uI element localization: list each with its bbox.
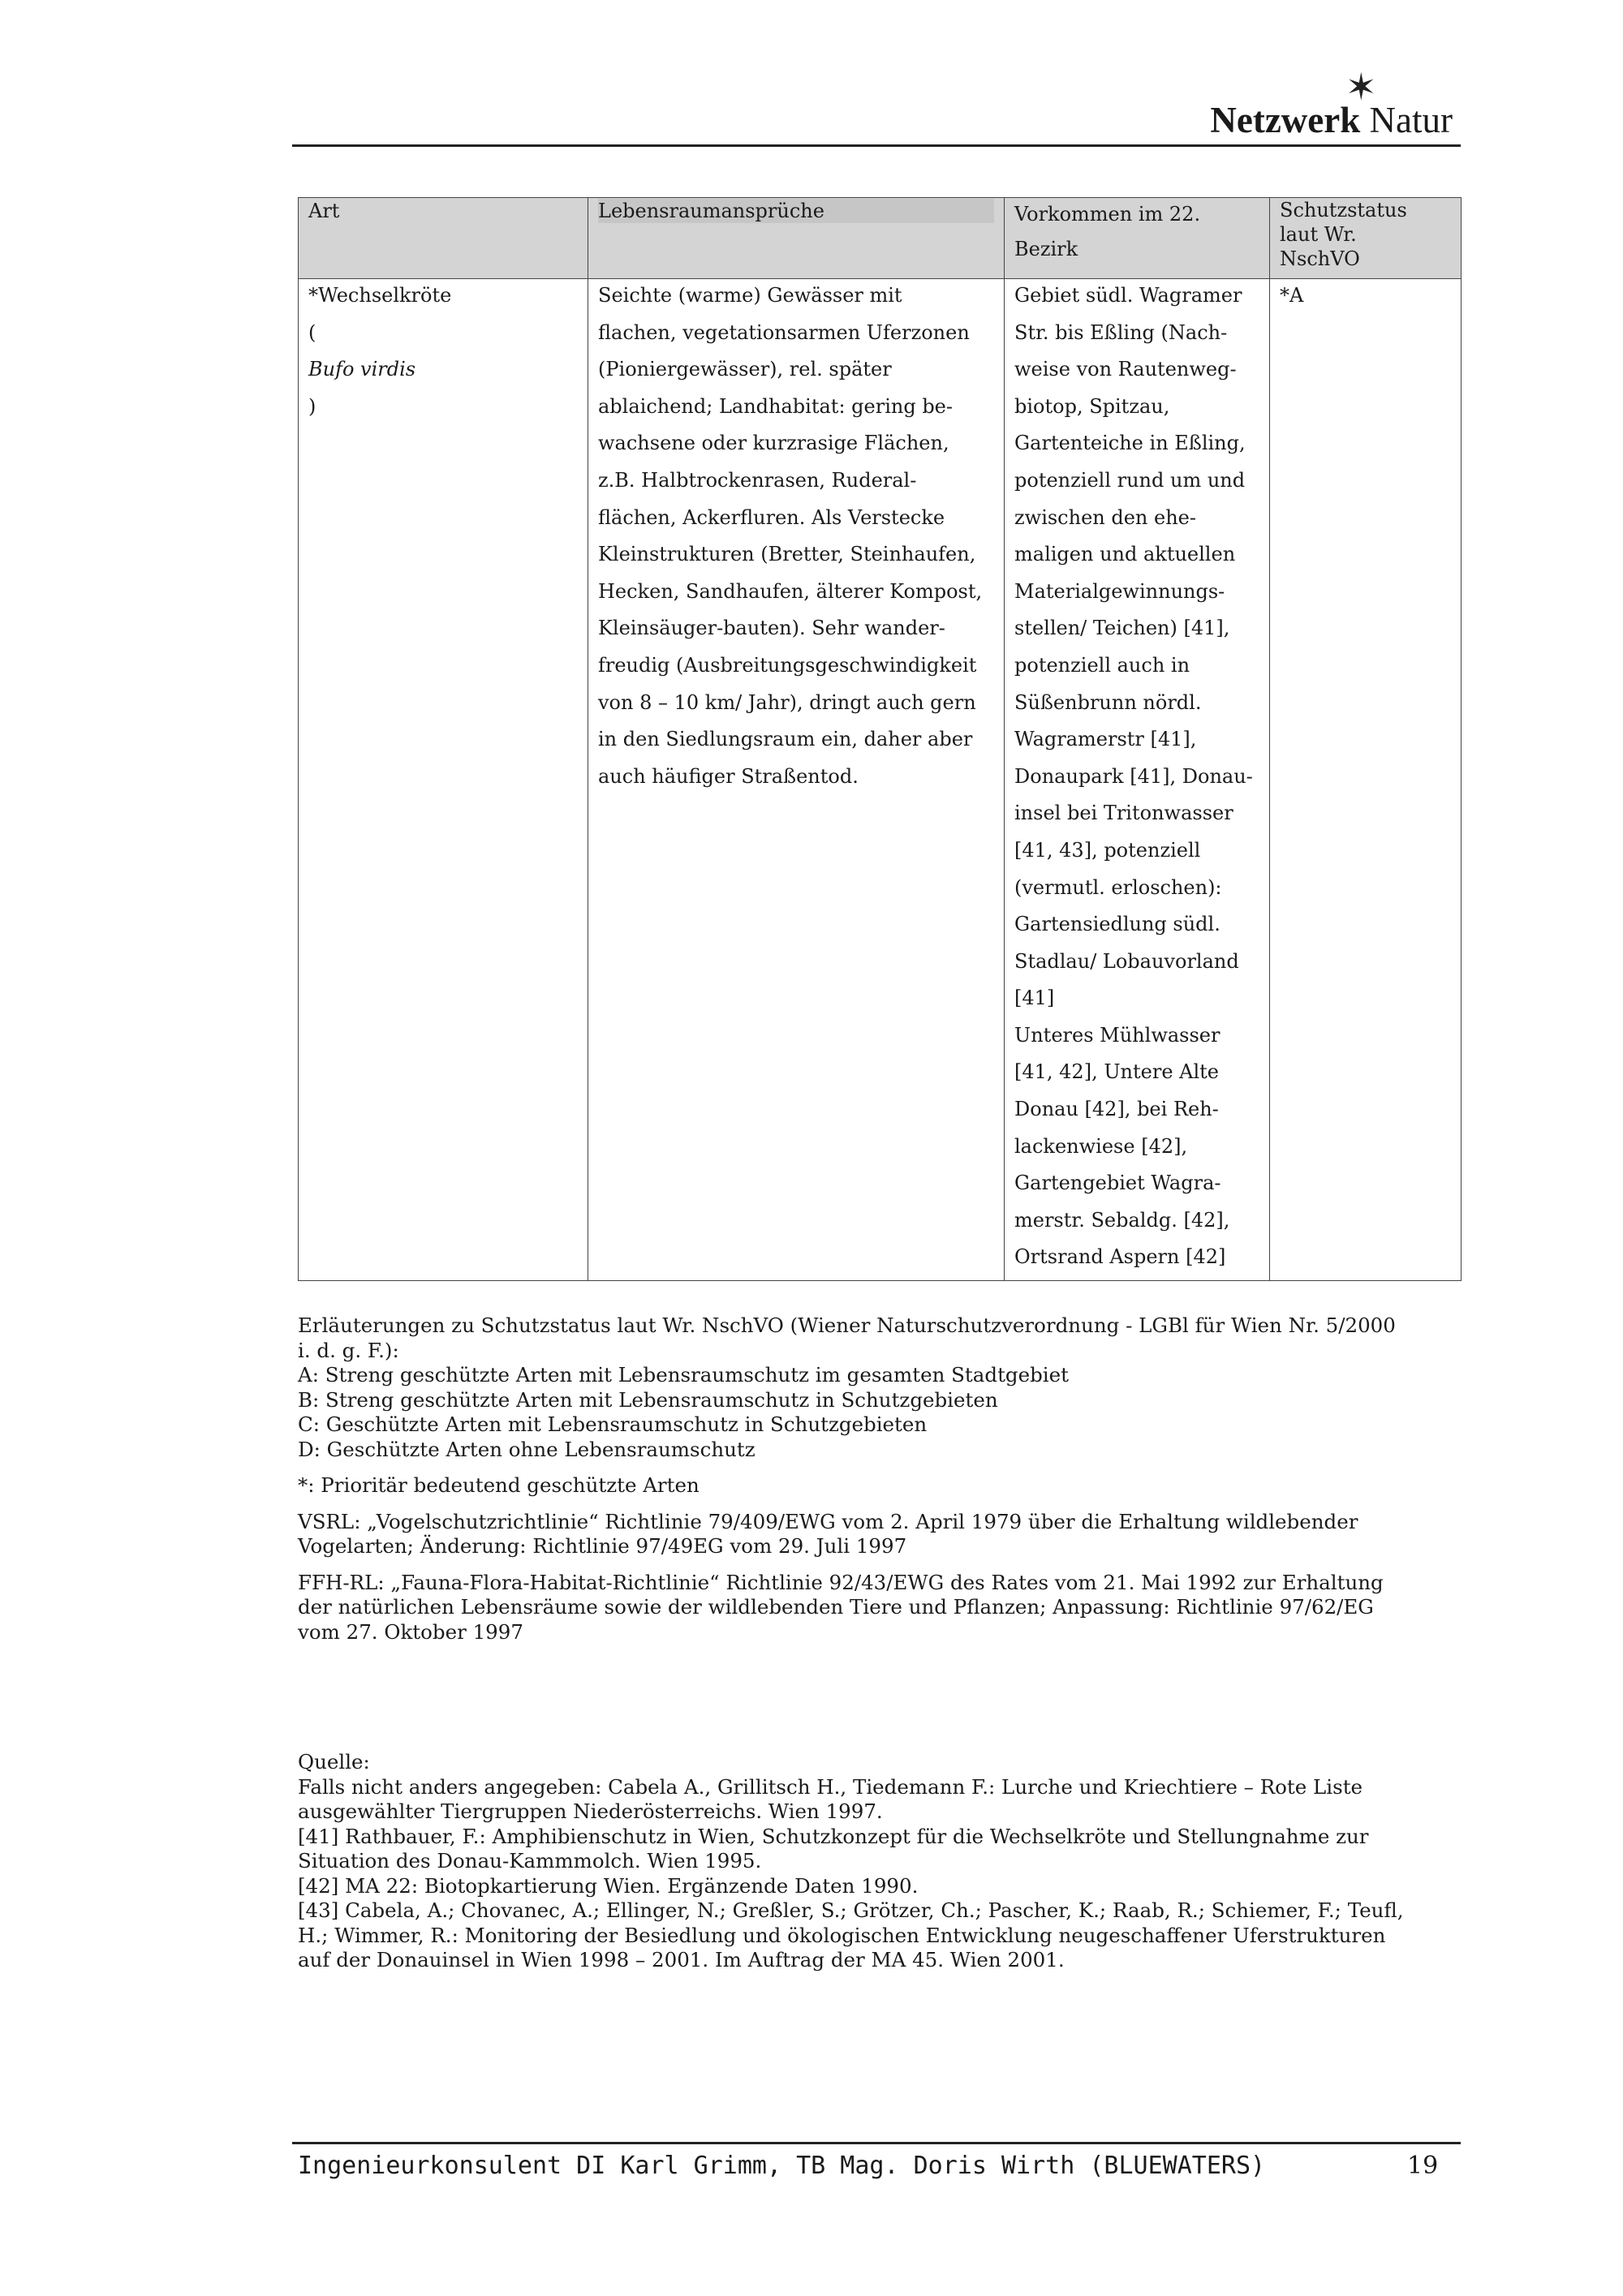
species-latin-line bbox=[308, 315, 588, 426]
paren-open: ( bbox=[308, 320, 316, 344]
lebensraum-line: flächen, Ackerfluren. Als Verstecke bbox=[598, 505, 945, 529]
header-schutzstatus-line: NschVO bbox=[1280, 247, 1360, 270]
legend-item: C: Geschützte Arten mit Lebensraumschutz in Schutzgebieten bbox=[298, 1412, 928, 1436]
vorkommen-line: biotop, Spitzau, bbox=[1014, 394, 1170, 418]
vorkommen-line: Materialgewinnungs- bbox=[1014, 579, 1225, 603]
netzwerk-natur-logo bbox=[1185, 65, 1453, 141]
source-line: auf der Donauinsel in Wien 1998 – 2001. Im Auftrag der MA 45. Wien 2001. bbox=[298, 1948, 1065, 1971]
vorkommen-line: insel bei Tritonwasser bbox=[1014, 802, 1233, 825]
page-number: 19 bbox=[1407, 2152, 1439, 2180]
paren-close: ) bbox=[308, 394, 316, 418]
header-vorkommen bbox=[1005, 198, 1270, 279]
lebensraum-line: z.B. Halbtrockenrasen, Ruderal- bbox=[598, 468, 917, 492]
vorkommen-line: Wagramerstr [41], bbox=[1014, 728, 1197, 751]
header-art-label: Art bbox=[308, 200, 340, 222]
cell-lebensraum bbox=[588, 279, 1005, 1281]
vorkommen-line: weise von Rautenweg- bbox=[1014, 358, 1237, 381]
vorkommen-line: stellen/ Teichen) [41], bbox=[1014, 617, 1230, 640]
schutzstatus-value: *A bbox=[1280, 284, 1304, 307]
source-line: [43] Cabela, A.; Chovanec, A.; Ellinger, N.; Greßler, S.; Grötzer, Ch.; Pascher, K.; Raab, R.; Schiemer, F.; Teufl, bbox=[298, 1898, 1404, 1922]
lebensraum-line: Kleinstrukturen (Bretter, Steinhaufen, bbox=[598, 543, 976, 566]
source-line: [42] MA 22: Biotopkartierung Wien. Ergänzende Daten 1990. bbox=[298, 1873, 919, 1898]
vsrl-line: VSRL: „Vogelschutzrichtlinie“ Richtlinie 79/409/EWG vom 2. April 1979 über die Erhaltung wildlebender bbox=[298, 1509, 1358, 1533]
logo-text bbox=[1210, 99, 1453, 141]
vorkommen-line: Gartenteiche in Eßling, bbox=[1014, 432, 1246, 455]
cell-art bbox=[299, 279, 588, 1281]
table-row bbox=[299, 279, 1462, 1281]
vorkommen-line: Gartensiedlung südl. bbox=[1014, 913, 1220, 936]
art-lines bbox=[308, 277, 588, 425]
lebensraum-line: ablaichend; Landhabitat: gering be- bbox=[598, 394, 953, 418]
vorkommen-line: lackenwiese [42], bbox=[1014, 1134, 1188, 1158]
vorkommen-line: Gartengebiet Wagra- bbox=[1014, 1172, 1221, 1195]
header-art bbox=[299, 198, 588, 279]
vorkommen-line: zwischen den ehe- bbox=[1014, 505, 1196, 529]
vorkommen-line: Donau [42], bei Reh- bbox=[1014, 1098, 1219, 1121]
vorkommen-line: [41, 42], Untere Alte bbox=[1014, 1060, 1220, 1084]
header-vorkommen-line: Vorkommen im 22. bbox=[1014, 203, 1201, 226]
vorkommen-line: [41] bbox=[1014, 987, 1055, 1010]
sources-label: Quelle: bbox=[298, 1750, 370, 1774]
star-figure-icon: ✶ bbox=[1345, 65, 1377, 109]
vsrl-line: Vogelarten; Änderung: Richtlinie 97/49EG vom 29. Juli 1997 bbox=[298, 1534, 907, 1558]
header-lebensraum bbox=[588, 198, 1005, 279]
legend-section bbox=[298, 1314, 1442, 1645]
logo-text-bold: Netzwerk bbox=[1210, 100, 1361, 140]
vorkommen-line: Gebiet südl. Wagramer bbox=[1014, 284, 1242, 307]
vorkommen-line: Stadlau/ Lobauvorland bbox=[1014, 949, 1239, 973]
vorkommen-line: potenziell auch in bbox=[1014, 653, 1190, 677]
lebensraum-line: (Pioniergewässer), rel. später bbox=[598, 358, 892, 381]
legend-intro-line: i. d. g. F.): bbox=[298, 1338, 399, 1362]
lebensraum-line: freudig (Ausbreitungsgeschwindigkeit bbox=[598, 653, 977, 677]
vorkommen-line: Ortsrand Aspern [42] bbox=[1014, 1245, 1226, 1269]
header-lebensraum-label: Lebensraumansprüche bbox=[598, 199, 994, 223]
vorkommen-line: Unteres Mühlwasser bbox=[1014, 1023, 1220, 1047]
vorkommen-line: Süßenbrunn nördl. bbox=[1014, 690, 1202, 714]
lebensraum-line: von 8 – 10 km/ Jahr), dringt auch gern bbox=[598, 690, 976, 714]
legend-item: A: Streng geschützte Arten mit Lebensraumschutz im gesamten Stadtgebiet bbox=[298, 1363, 1069, 1387]
header-vorkommen-line: Bezirk bbox=[1014, 238, 1078, 260]
table-header-row bbox=[299, 198, 1462, 279]
vorkommen-line: (vermutl. erloschen): bbox=[1014, 875, 1222, 899]
schutzstatus-lines bbox=[1280, 277, 1461, 315]
ffh-line: der natürlichen Lebensräume sowie der wildlebenden Tiere und Pflanzen; Anpassung: Richtlinie 97/62/EG bbox=[298, 1595, 1374, 1619]
legend-intro-line: Erläuterungen zu Schutzstatus laut Wr. NschVO (Wiener Naturschutzverordnung - LGBl für Wien Nr. 5/2000 bbox=[298, 1314, 1396, 1337]
lebensraum-line: in den Siedlungsraum ein, daher aber bbox=[598, 728, 973, 751]
vorkommen-line: Str. bis Eßling (Nach- bbox=[1014, 320, 1228, 344]
spacer bbox=[298, 1498, 1442, 1510]
source-line: Falls nicht anders angegeben: Cabela A., Grillitsch H., Tiedemann F.: Lurche und Kriechtiere – Rote Liste bbox=[298, 1774, 1363, 1799]
vorkommen-line: potenziell rund um und bbox=[1014, 468, 1246, 492]
header-divider bbox=[292, 144, 1461, 147]
vorkommen-line: merstr. Sebaldg. [42], bbox=[1014, 1208, 1230, 1232]
species-table bbox=[298, 197, 1462, 1281]
lebensraum-lines bbox=[598, 277, 1004, 795]
species-latin-name: Bufo virdis bbox=[308, 358, 416, 381]
spacer bbox=[298, 1559, 1442, 1571]
species-name: *Wechselkröte bbox=[308, 284, 452, 307]
lebensraum-line: Hecken, Sandhaufen, älterer Kompost, bbox=[598, 579, 983, 603]
source-line: H.; Wimmer, R.: Monitoring der Besiedlung und ökologischen Entwicklung neugeschaffener Uferstrukturen bbox=[298, 1923, 1386, 1947]
legend-item: D: Geschützte Arten ohne Lebensraumschutz bbox=[298, 1437, 756, 1461]
lebensraum-line: wachsene oder kurzrasige Flächen, bbox=[598, 432, 949, 455]
vorkommen-line: maligen und aktuellen bbox=[1014, 543, 1236, 566]
lebensraum-line: auch häufiger Straßentod. bbox=[598, 764, 859, 788]
sources-section bbox=[298, 1750, 1442, 1973]
footer-authors: Ingenieurkonsulent DI Karl Grimm, TB Mag. Doris Wirth (BLUEWATERS) bbox=[298, 2152, 1266, 2180]
source-line: Situation des Donau-Kammmolch. Wien 1995. bbox=[298, 1849, 762, 1872]
spacer bbox=[298, 1462, 1442, 1473]
source-line: [41] Rathbauer, F.: Amphibienschutz in Wien, Schutzkonzept für die Wechselkröte und Stellungnahme zur bbox=[298, 1824, 1369, 1848]
header-schutzstatus-line: laut Wr. bbox=[1280, 223, 1357, 246]
lebensraum-line: Seichte (warme) Gewässer mit bbox=[598, 284, 902, 307]
lebensraum-line: flachen, vegetationsarmen Uferzonen bbox=[598, 320, 970, 344]
vorkommen-lines bbox=[1014, 277, 1269, 1276]
footer-divider bbox=[292, 2142, 1461, 2144]
cell-vorkommen bbox=[1005, 279, 1270, 1281]
ffh-line: FFH-RL: „Fauna-Flora-Habitat-Richtlinie“ Richtlinie 92/43/EWG des Rates vom 21. Mai 1992 zur Erhaltung bbox=[298, 1570, 1384, 1594]
header-schutzstatus bbox=[1270, 198, 1462, 279]
vorkommen-line: [41, 43], potenziell bbox=[1014, 838, 1201, 862]
vorkommen-line: Donaupark [41], Donau- bbox=[1014, 764, 1253, 788]
header-schutzstatus-line: Schutzstatus bbox=[1280, 199, 1407, 221]
legend-item: B: Streng geschützte Arten mit Lebensraumschutz in Schutzgebieten bbox=[298, 1387, 998, 1412]
lebensraum-line: Kleinsäuger-bauten). Sehr wander- bbox=[598, 617, 945, 640]
ffh-line: vom 27. Oktober 1997 bbox=[298, 1619, 523, 1644]
legend-priority: *: Prioritär bedeutend geschützte Arten bbox=[298, 1473, 700, 1497]
logo-text-regular: Natur bbox=[1360, 100, 1453, 140]
cell-schutzstatus bbox=[1270, 279, 1462, 1281]
source-line: ausgewählter Tiergruppen Niederösterreichs. Wien 1997. bbox=[298, 1799, 883, 1823]
